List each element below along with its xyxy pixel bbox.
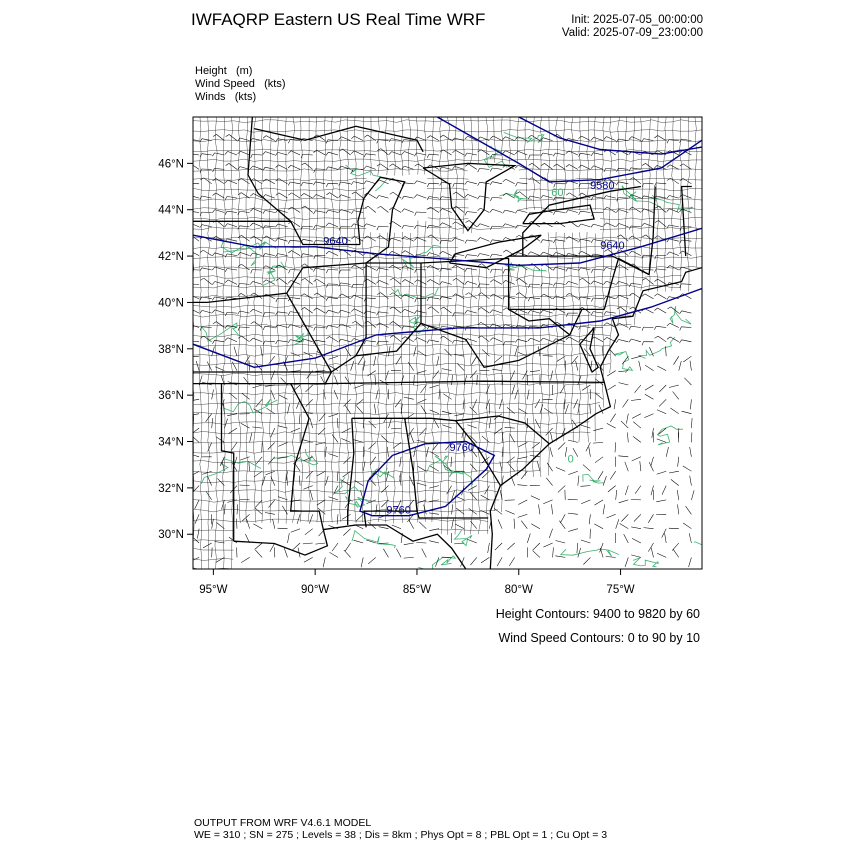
- field-height-label: Height (m): [195, 65, 253, 77]
- height-contour-label: 9760: [449, 441, 474, 454]
- lat-tick-label: 34°N: [158, 436, 184, 449]
- model-footer: [194, 817, 607, 841]
- lat-tick-label: 30°N: [158, 529, 184, 542]
- init-time: Init: 2025-07-05_00:00:00: [571, 14, 703, 26]
- lon-tick-label: 75°W: [606, 584, 635, 596]
- lon-tick-label: 80°W: [504, 584, 533, 596]
- field-wind-speed-label: Wind Speed (kts): [195, 78, 286, 90]
- wind-barb-flag: [187, 211, 189, 215]
- field-winds-label: Winds (kts): [195, 91, 257, 103]
- wind-barb-flag: [187, 341, 189, 345]
- wind-barb-flag: [187, 251, 190, 254]
- wind-barb-flag: [188, 284, 190, 288]
- wind-barb-flag: [187, 295, 190, 298]
- wind-contour-label: 0: [567, 453, 574, 466]
- map-background: [193, 117, 702, 569]
- wind-contour-label: 60: [551, 186, 564, 199]
- wind-barb-flag: [187, 309, 190, 312]
- wind-contour-legend: Wind Speed Contours: 0 to 90 by 10: [498, 631, 700, 645]
- footer-config-line: WE = 310 ; SN = 275 ; Levels = 38 ; Dis = 8km ; Phys Opt = 8 ; PBL Opt = 1 ; Cu Opt = 3: [194, 829, 608, 841]
- lat-tick-label: 42°N: [158, 251, 184, 264]
- lat-tick-label: 46°N: [158, 158, 184, 171]
- valid-time: Valid: 2025-07-09_23:00:00: [561, 27, 703, 39]
- plot-title: IWFAQRP Eastern US Real Time WRF: [191, 10, 486, 29]
- lon-tick-label: 85°W: [402, 584, 432, 596]
- lat-tick-label: 44°N: [158, 204, 184, 217]
- wind-barb-flag: [187, 154, 189, 157]
- height-contour-legend: Height Contours: 9400 to 9820 by 60: [495, 607, 700, 621]
- height-contour-label: 9640: [600, 240, 625, 253]
- wind-barb-flag: [187, 183, 189, 187]
- lon-tick-label: 95°W: [199, 584, 228, 596]
- wind-barb-flag: [188, 270, 190, 274]
- footer-model-line: OUTPUT FROM WRF V4.6.1 MODEL: [194, 817, 372, 829]
- wind-barb-flag: [188, 164, 191, 166]
- lat-tick-label: 36°N: [158, 390, 184, 403]
- lat-tick-label: 40°N: [158, 297, 184, 310]
- height-contour-label: 9580: [590, 179, 615, 192]
- wind-barb-flag: [187, 195, 189, 198]
- lat-tick-label: 38°N: [158, 343, 184, 356]
- wind-barb-flag: [187, 325, 190, 328]
- wind-barb-flag: [188, 235, 191, 237]
- wind-barb-flag: [187, 223, 190, 226]
- lat-tick-label: 32°N: [158, 482, 184, 495]
- height-contour-label: 9640: [323, 235, 348, 248]
- lon-tick-label: 90°W: [301, 584, 330, 596]
- height-contour-label: 9760: [386, 504, 411, 517]
- wind-barb-flag: [187, 139, 189, 143]
